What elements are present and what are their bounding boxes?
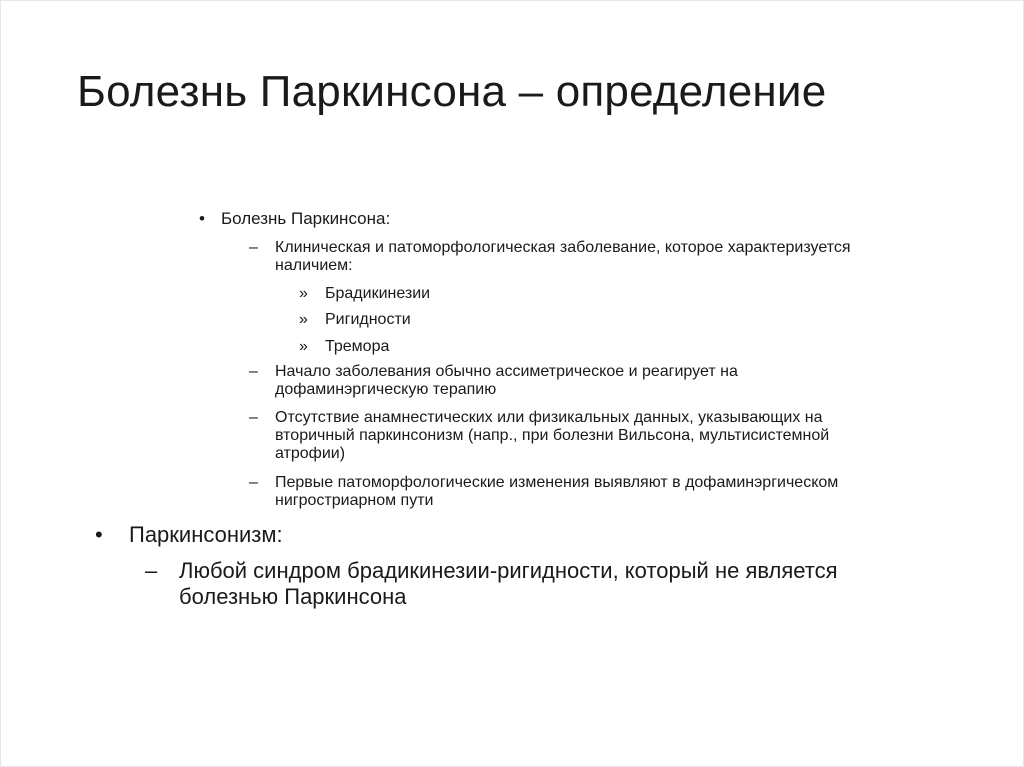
pd-item-4 [249, 474, 838, 510]
dash-marker: – [249, 363, 258, 380]
dash-marker: – [249, 239, 258, 256]
pd-item-2-line-2: дофаминэргическую терапию [275, 381, 497, 398]
pd-item-4-line-1: Первые патоморфологические изменения выявляют в дофаминэргическом [275, 474, 839, 491]
pd-item-1 [249, 239, 851, 275]
bullet-marker: • [95, 522, 103, 547]
bullet-parkinsonism-heading [95, 522, 283, 548]
parkinsonism-item-1-line-2: болезнью Паркинсона [179, 584, 407, 609]
pd-heading: Болезнь Паркинсона: [221, 209, 391, 228]
raquo-marker: » [299, 338, 308, 355]
pd-item-2-line-1: Начало заболевания обычно ассиметрическое и реагирует на [275, 363, 738, 380]
symptom-label: Брадикинезии [325, 285, 431, 302]
parkinsonism-item-1 [145, 558, 838, 610]
symptom-item [299, 338, 389, 356]
pd-item-2 [249, 363, 738, 399]
dash-marker: – [249, 409, 258, 426]
bullet-marker: • [199, 209, 205, 228]
raquo-marker: » [299, 311, 308, 328]
raquo-marker: » [299, 285, 308, 302]
bullet-pd-heading [199, 209, 390, 229]
pd-item-3 [249, 409, 829, 463]
pd-item-4-line-2: нигростриарном пути [275, 492, 434, 509]
pd-item-1-line-2: наличием: [275, 257, 353, 274]
pd-item-3-line-3: атрофии) [275, 445, 346, 462]
symptom-item [299, 285, 430, 303]
pd-item-3-line-1: Отсутствие анамнестических или физикальных данных, указывающих на [275, 409, 823, 426]
pd-item-1-line-1: Клиническая и патоморфологическая заболевание, которое характеризуется [275, 239, 851, 256]
symptom-label: Тремора [325, 338, 390, 355]
symptom-label: Ригидности [325, 311, 411, 328]
slide-title: Болезнь Паркинсона – определение [77, 67, 827, 116]
symptom-item [299, 311, 411, 329]
parkinsonism-heading: Паркинсонизм: [129, 522, 283, 547]
dash-marker: – [249, 474, 258, 491]
dash-marker: – [145, 558, 158, 583]
pd-item-3-line-2: вторичный паркинсонизм (напр., при болезни Вильсона, мультисистемной [275, 427, 830, 444]
parkinsonism-item-1-line-1: Любой синдром брадикинезии-ригидности, который не является [179, 558, 838, 583]
